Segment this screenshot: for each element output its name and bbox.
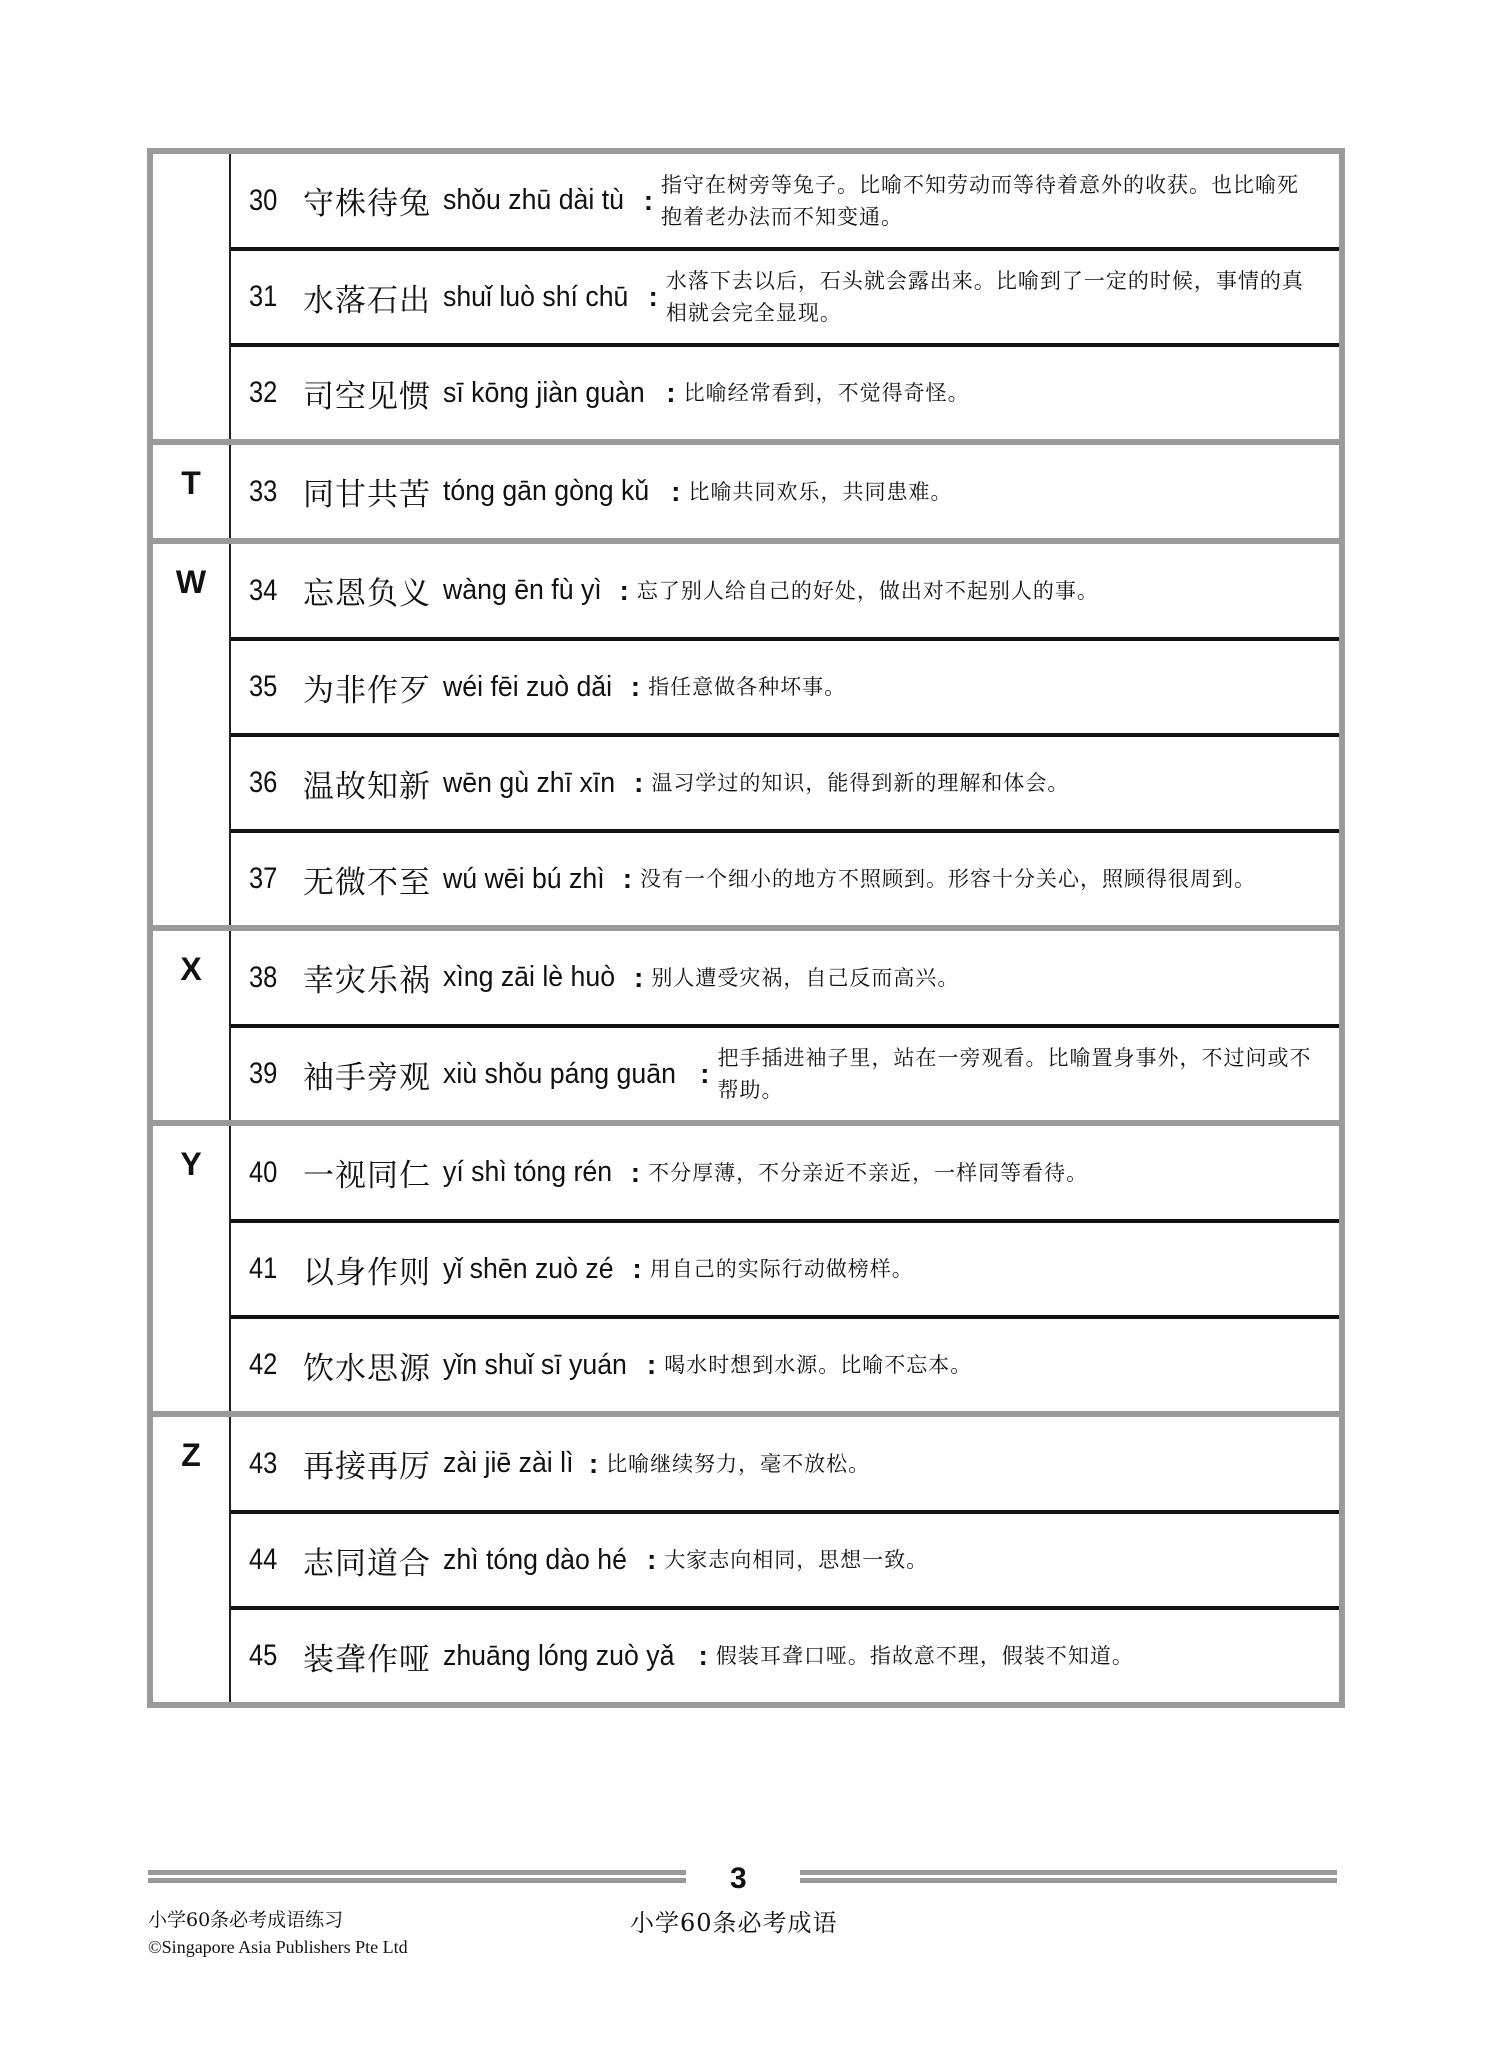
letter-group	[153, 439, 1339, 538]
idiom-text: 水落石出	[303, 282, 431, 319]
section-title: 小学60条必考成语	[630, 1909, 838, 1937]
idiom-pinyin: zhuāng lóng zuò yǎ	[443, 1639, 675, 1672]
idiom-text: 同甘共苦	[303, 477, 431, 513]
idiom-definition: 比喻经常看到，不觉得奇怪。	[683, 381, 970, 405]
idiom-pinyin: xìng zāi lè huò	[443, 961, 616, 993]
idiom-table	[147, 148, 1345, 1708]
idiom-definition: 忘了别人给自己的好处，做出对不起别人的事。	[636, 578, 1099, 603]
idiom-number: 31	[249, 280, 278, 313]
idiom-text: 志同道合	[303, 1545, 431, 1582]
idiom-text: 袖手旁观	[303, 1059, 431, 1096]
idiom-row	[231, 154, 1339, 247]
idiom-text: 一视同仁	[303, 1158, 431, 1194]
idiom-text: 忘恩负义	[303, 576, 431, 612]
idiom-definition: 把手插进袖子里，站在一旁观看。比喻置身事外，不过问或不帮助。	[717, 1046, 1312, 1102]
idiom-row	[231, 445, 1339, 538]
idiom-row	[231, 829, 1339, 925]
idiom-pinyin: shuǐ luò shí chū	[443, 280, 629, 313]
idiom-definition: 大家志向相同，思想一致。	[664, 1548, 929, 1572]
idiom-number: 32	[249, 376, 278, 409]
letter-group	[153, 1120, 1339, 1411]
letter-group	[153, 925, 1339, 1120]
idiom-pinyin: yí shì tóng rén	[443, 1156, 613, 1188]
idiom-text: 守株待兔	[303, 186, 431, 222]
colon: :	[666, 377, 676, 408]
idiom-definition: 喝水时想到水源。比喻不忘本。	[664, 1353, 973, 1377]
letter-group	[153, 1411, 1339, 1702]
group-letter: X	[153, 931, 231, 1120]
idiom-number: 42	[249, 1348, 278, 1381]
idiom-row	[231, 343, 1339, 439]
colon: :	[622, 863, 633, 894]
copyright: ©Singapore Asia Publishers Pte Ltd	[148, 1937, 408, 1957]
idiom-number: 44	[249, 1543, 278, 1576]
idiom-pinyin: wéi fēi zuò dǎi	[443, 670, 613, 703]
idiom-row	[231, 544, 1339, 637]
group-letter: Z	[153, 1417, 231, 1702]
idiom-pinyin: yǐ shēn zuò zé	[443, 1252, 614, 1285]
idiom-text: 装聋作哑	[303, 1641, 431, 1678]
colon: :	[619, 574, 629, 606]
idiom-number: 33	[249, 474, 278, 508]
group-letter: W	[153, 544, 231, 925]
colon: :	[632, 1253, 642, 1284]
idiom-row	[231, 1606, 1339, 1702]
idiom-definition: 不分厚薄，不分亲近不亲近，一样同等看待。	[648, 1160, 1089, 1185]
idiom-pinyin: zài jiē zài lì	[443, 1447, 574, 1479]
idiom-row	[231, 1024, 1339, 1120]
idiom-definition: 用自己的实际行动做榜样。	[649, 1257, 914, 1281]
colon: :	[630, 671, 641, 702]
idiom-pinyin: sī kōng jiàn guàn	[443, 376, 645, 409]
idiom-row	[231, 733, 1339, 829]
colon: :	[588, 1447, 599, 1479]
idiom-definition: 指任意做各种坏事。	[648, 675, 847, 699]
idiom-pinyin: wú wēi bú zhì	[443, 862, 605, 895]
idiom-pinyin: tóng gān gòng kǔ	[443, 475, 650, 507]
footer-divider-right	[800, 1870, 1337, 1878]
colon: :	[646, 1349, 657, 1380]
idiom-definition: 水落下去以后，石头就会露出来。比喻到了一定的时候，事情的真相就会完全显现。	[665, 269, 1304, 325]
idiom-number: 36	[249, 766, 278, 799]
idiom-number: 40	[249, 1155, 278, 1189]
idiom-row	[231, 1126, 1339, 1219]
footer-divider-left	[148, 1870, 686, 1878]
idiom-text: 司空见惯	[303, 378, 431, 415]
idiom-pinyin: zhì tóng dào hé	[443, 1543, 627, 1576]
idiom-definition: 没有一个细小的地方不照顾到。形容十分关心，照顾得很周到。	[640, 867, 1257, 891]
idiom-definition: 温习学过的知识，能得到新的理解和体会。	[651, 771, 1070, 795]
idiom-number: 43	[249, 1446, 278, 1480]
colon: :	[698, 1640, 708, 1671]
idiom-definition: 假装耳聋口哑。指故意不理，假装不知道。	[715, 1644, 1134, 1668]
page-number: 3	[730, 1862, 747, 1895]
idiom-definition: 指守在树旁等兔子。比喻不知劳动而等待着意外的收获。也比喻死抱着老办法而不知变通。	[661, 172, 1300, 229]
idiom-number: 30	[249, 183, 278, 217]
idiom-text: 无微不至	[303, 864, 431, 901]
idiom-definition: 别人遭受灾祸，自己反而高兴。	[651, 965, 960, 990]
letter-group	[153, 538, 1339, 925]
idiom-number: 37	[249, 862, 278, 895]
idiom-row	[231, 931, 1339, 1024]
idiom-text: 为非作歹	[303, 672, 431, 709]
idiom-row	[231, 247, 1339, 343]
colon: :	[646, 1544, 657, 1575]
idiom-text: 幸灾乐祸	[303, 963, 431, 999]
colon: :	[634, 961, 644, 993]
idiom-row	[231, 1417, 1339, 1510]
idiom-number: 38	[249, 960, 278, 994]
idiom-definition: 比喻继续努力，毫不放松。	[606, 1451, 871, 1476]
idiom-pinyin: wàng ēn fù yì	[443, 574, 602, 606]
idiom-text: 温故知新	[303, 768, 431, 805]
colon: :	[700, 1058, 710, 1089]
colon: :	[630, 1156, 641, 1188]
idiom-pinyin: xiù shǒu páng guān	[443, 1057, 676, 1090]
idiom-pinyin: shǒu zhū dài tù	[443, 184, 624, 216]
book-title: 小学60条必考成语练习	[148, 1909, 344, 1931]
idiom-pinyin: yǐn shuǐ sī yuán	[443, 1348, 627, 1381]
idiom-number: 35	[249, 670, 278, 703]
group-letter	[153, 154, 231, 439]
idiom-text: 以身作则	[303, 1254, 431, 1291]
colon: :	[648, 281, 658, 312]
colon: :	[643, 184, 654, 216]
idiom-row	[231, 1219, 1339, 1315]
idiom-row	[231, 1510, 1339, 1606]
idiom-number: 45	[249, 1639, 278, 1672]
idiom-number: 39	[249, 1057, 278, 1090]
idiom-row	[231, 1315, 1339, 1411]
colon: :	[634, 767, 644, 798]
group-letter: T	[153, 445, 231, 538]
group-letter: Y	[153, 1126, 231, 1411]
idiom-text: 再接再厉	[303, 1449, 431, 1485]
idiom-definition: 比喻共同欢乐，共同患难。	[688, 479, 953, 504]
idiom-text: 饮水思源	[303, 1350, 431, 1387]
idiom-number: 41	[249, 1252, 278, 1285]
idiom-row	[231, 637, 1339, 733]
idiom-number: 34	[249, 573, 278, 607]
idiom-pinyin: wēn gù zhī xīn	[443, 766, 616, 799]
colon: :	[671, 475, 681, 507]
letter-group	[153, 154, 1339, 439]
